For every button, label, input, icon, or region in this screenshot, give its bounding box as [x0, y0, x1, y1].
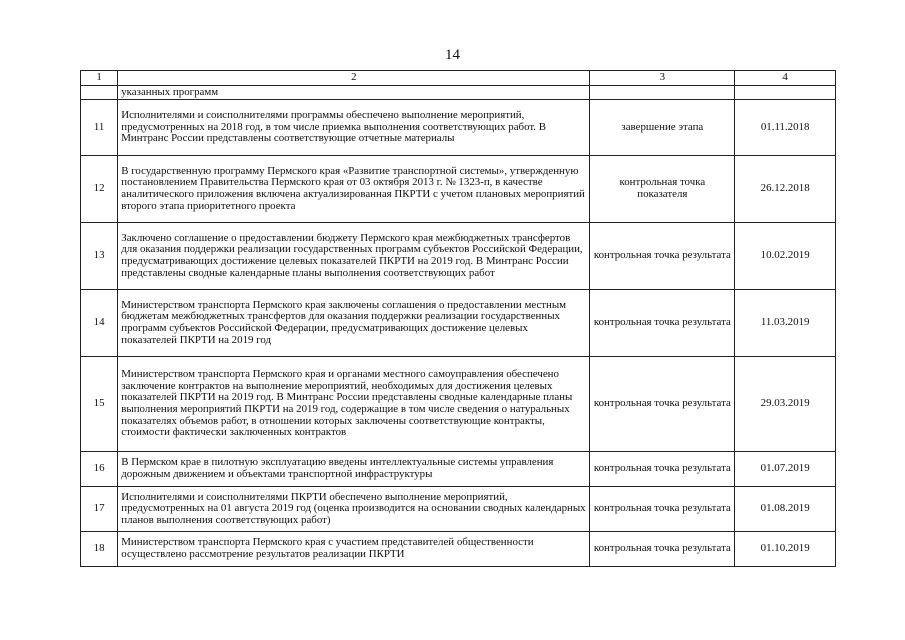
- row-number: 18: [81, 532, 118, 567]
- row-date: 01.10.2019: [735, 532, 836, 567]
- row-event-type: контрольная точка результата: [590, 532, 735, 567]
- table-row: [81, 357, 836, 452]
- table-row: [81, 156, 836, 223]
- continuation-date-cell: [735, 86, 836, 100]
- row-event-type: завершение этапа: [590, 100, 735, 156]
- row-description: Министерством транспорта Пермского края заключены соглашения о предоставлении местным бюджетам межбюджетных трансфертов для оказания поддержки реализации государственных программ субъектов Российской Федерации, предусматривающих достижение целевых показателей ПКРТИ на 2019 год: [118, 290, 590, 357]
- row-number: 11: [81, 100, 118, 156]
- table-row: [81, 223, 836, 290]
- row-description: В Пермском крае в пилотную эксплуатацию введены интеллектуальные системы управления дорожным движением и объектами транспортной инфраструктуры: [118, 452, 590, 487]
- row-number: 14: [81, 290, 118, 357]
- row-number: 13: [81, 223, 118, 290]
- row-description: Исполнителями и соисполнителями ПКРТИ обеспечено выполнение мероприятий, предусмотренных на 01 августа 2019 год (оценка производится на основании сводных календарных планов выполнения соответствующих работ): [118, 487, 590, 532]
- row-date: 01.07.2019: [735, 452, 836, 487]
- continuation-row: [81, 86, 836, 100]
- table-header-row: [81, 71, 836, 86]
- row-date: 01.11.2018: [735, 100, 836, 156]
- header-cell-2: 2: [118, 71, 590, 86]
- row-description: Исполнителями и соисполнителями программы обеспечено выполнение мероприятий, предусмотренных на 2018 год, в том числе приемка выполнения соответствующих работ. В Минтранс России представлены соответствующие отчетные материалы: [118, 100, 590, 156]
- row-date: 11.03.2019: [735, 290, 836, 357]
- header-cell-4: 4: [735, 71, 836, 86]
- row-event-type: контрольная точка результата: [590, 290, 735, 357]
- row-date: 29.03.2019: [735, 357, 836, 452]
- row-date: 10.02.2019: [735, 223, 836, 290]
- row-number: 16: [81, 452, 118, 487]
- row-number: 15: [81, 357, 118, 452]
- table-row: [81, 100, 836, 156]
- row-event-type: контрольная точка результата: [590, 223, 735, 290]
- schedule-table: [80, 70, 836, 567]
- row-number: 17: [81, 487, 118, 532]
- row-event-type: контрольная точка результата: [590, 357, 735, 452]
- table-row: [81, 532, 836, 567]
- row-description: В государственную программу Пермского края «Развитие транспортной системы», утвержденную постановлением Правительства Пермского края от 03 октября 2013 г. № 1323-п, в качестве аналитического приложения включена актуализированная ПКРТИ с учетом плановых мероприятий второго этапа приоритетного проекта: [118, 156, 590, 223]
- row-description: Заключено соглашение о предоставлении бюджету Пермского края межбюджетных трансфертов для оказания поддержки реализации государственных программ субъектов Российской Федерации, предусматривающих достижение целевых показателей ПКРТИ на 2019 год. В Минтранс России представлены сводные календарные планы выполнения соответствующих работ: [118, 223, 590, 290]
- page-number: 14: [445, 47, 460, 63]
- continuation-type-cell: [590, 86, 735, 100]
- continuation-num-cell: [81, 86, 118, 100]
- table-row: [81, 290, 836, 357]
- row-date: 01.08.2019: [735, 487, 836, 532]
- row-event-type: контрольная точка результата: [590, 452, 735, 487]
- header-cell-3: 3: [590, 71, 735, 86]
- continuation-text: указанных программ: [118, 86, 590, 100]
- table-row: [81, 487, 836, 532]
- table-row: [81, 452, 836, 487]
- row-description: Министерством транспорта Пермского края и органами местного самоуправления обеспечено заключение контрактов на выполнение мероприятий, необходимых для достижения целевых показателей ПКРТИ на 2019 год. В Минтранс России представлены сводные календарные планы выполнения мероприятий ПКРТИ на 2019 год, содержащие в том числе сведения о натуральных показателях объемов работ, в отношении которых заключены соответствующие контракты, стоимости фактически заключенных контрактов: [118, 357, 590, 452]
- row-event-type: контрольная точка результата: [590, 487, 735, 532]
- header-cell-1: 1: [81, 71, 118, 86]
- row-date: 26.12.2018: [735, 156, 836, 223]
- row-description: Министерством транспорта Пермского края с участием представителей общественности осуществлено рассмотрение результатов реализации ПКРТИ: [118, 532, 590, 567]
- row-event-type: контрольная точка показателя: [590, 156, 735, 223]
- row-number: 12: [81, 156, 118, 223]
